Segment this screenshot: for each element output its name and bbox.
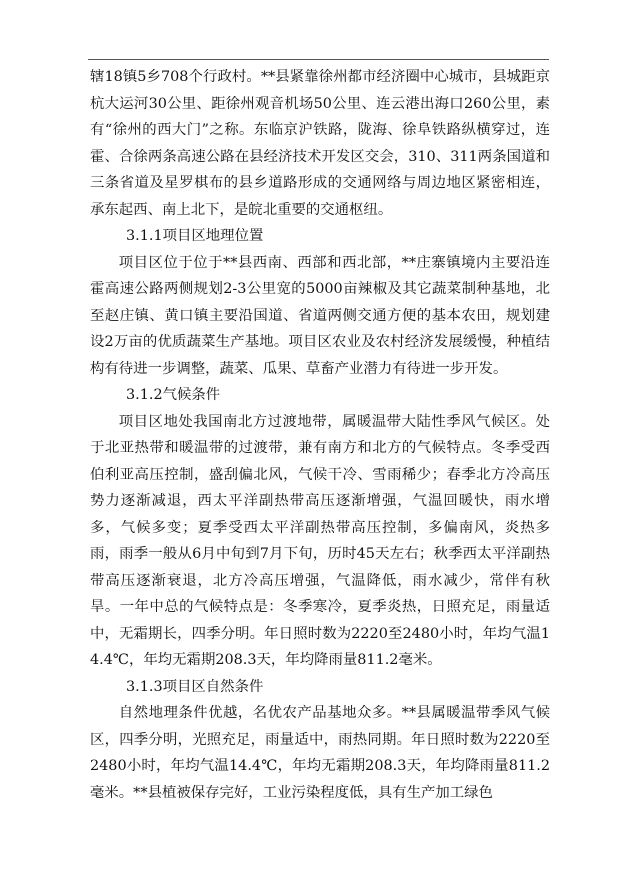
paragraph-natural-conditions: 自然地理条件优越，名优农产品基地众多。**县属暖温带季风气候区，四季分明，光照充足，雨量适中，雨热同期。年日照时数为2220至2480小时，年均气温14.4℃，年均无霜期208.3天，年均降雨量811.2毫米。**县植被保存完好，工业污染程度低，具有生产加工绿色	[90, 705, 550, 801]
paragraph-climate: 项目区地处我国南北方过渡地带，属暖温带大陆性季风气候区。处于北亚热带和暖温带的过渡带，兼有南方和北方的气候特点。冬季受西伯利亚高压控制，盛刮偏北风，气候干冷、雪雨稀少；春季北方冷高压势力逐渐减退，西太平洋副热带高压逐渐增强，气温回暖快，雨水增多，气候多变；夏季受西太平洋副热带高压控制，多偏南风，炎热多雨，雨季一般从6月中旬到7月下旬，历时45天左右；秋季西太平洋副热带高压逐渐衰退，北方冷高压增强，气温降低，雨水减少，常伴有秋旱。一年中总的气候特点是：冬季寒冷，夏季炎热，日照充足，雨量适中，无霜期长，四季分明。年日照时数为2220至2480小时，年均气温14.4℃，年均无霜期208.3天，年均降雨量811.2毫米。	[90, 413, 550, 668]
document-body	[90, 64, 550, 806]
paragraph-geographic-location: 项目区位于位于**县西南、西部和西北部，**庄寨镇境内主要沿连霍高速公路两侧规划2-3公里宽的5000亩辣椒及其它蔬菜制种基地，北至赵庄镇、黄口镇主要沿国道、省道两侧交通方便的基本农田，规划建设2万亩的优质蔬菜生产基地。项目区农业及农村经济发展缓慢，种植结构有待进一步调整，蔬菜、瓜果、草畜产业潜力有待进一步开发。	[90, 254, 550, 377]
section-heading-natural-conditions: 3.1.3项目区自然条件	[126, 678, 264, 695]
section-heading-geographic-location: 3.1.1项目区地理位置	[126, 228, 264, 244]
paragraph-intro-continued: 辖18镇5乡708个行政村。**县紧靠徐州都市经济圈中心城市，县城距京杭大运河30公里、距徐州观音机场50公里、连云港出海口260公里，素有“徐州的西大门”之称。东临京沪铁路，陇海、徐阜铁路纵横穿过，连霍、合徐两条高速公路在县经济技术开发区交会，310、311两条国道和三条省道及星罗棋布的县乡道路形成的交通网络与周边地区紧密相连，承东起西、南上北下，是皖北重要的交通枢纽。	[90, 69, 550, 218]
section-heading-climate: 3.1.2气候条件	[126, 387, 221, 403]
header-rule	[88, 59, 549, 60]
